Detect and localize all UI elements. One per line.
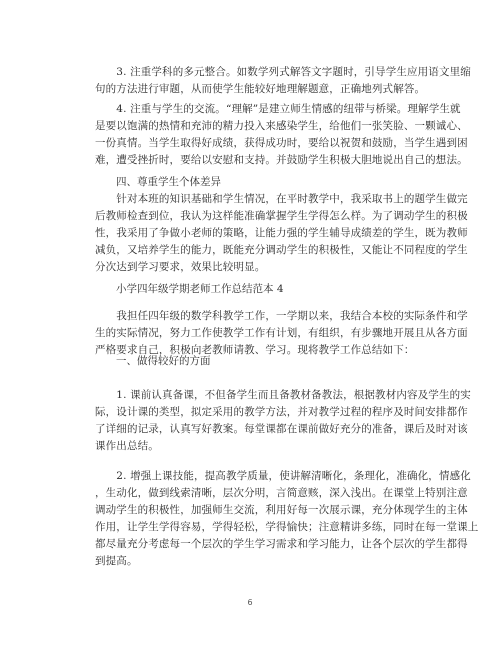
text-line: 4. 注重与学生的交流。“理解”是建立师生情感的纽带与桥梁。理解学生就 [95,103,461,115]
text-line: 到提高。 [95,554,138,567]
text-line: 针对本班的知识基础和学生情况，在平时教学中，我采取书上的题学生做完 [95,193,468,205]
text-line: 1. 课前认真备课，不但备学生而且备教材备教法，根据教材内容及学生的实 [95,389,471,401]
text-line: 一份真情。当学生取得好成绩，获得成功时，要给以祝贺和鼓励，当学生遇到困 [95,136,468,149]
subtitle-text: 小学四年级学期老师工作总结范本 4 [95,283,284,295]
page-number: 6 [247,598,253,607]
paragraph-lesson-prep [95,387,471,455]
text-line: 性，我采用了争做小老师的策略，让能力强的学生辅导成绩差的学生，既为教师 [95,226,468,239]
heading-text: 四、尊重学生个体差异 [95,176,221,188]
text-line: 都尽量充分考虑每一个层次的学生学习需求和学习能力，让各个层次的学生都得 [95,537,468,550]
text-line: 2. 增强上课技能，提高教学质量，使讲解清晰化，条理化，准确化，情感化 [95,470,471,482]
text-line: 了详细的记录，认真写好教案。每堂课都在课前做好充分的准备，课后及时对该 [95,422,468,435]
text-line: 是要以饱满的热情和充沛的精力投入来感染学生，给他们一张笑脸、一颗诚心、 [95,119,468,132]
text-line: 生的实际情况，努力工作使教学工作有计划，有组织，有步骤地开展且从各方面 [95,326,468,339]
paragraph-intro [95,308,468,359]
text-line: 课作出总结。 [95,439,159,452]
paragraph-class-strategy [95,191,468,276]
paragraph-communication [95,101,468,169]
text-line: 作用，让学生学得容易，学得轻松，学得愉快；注意精讲多练，同时在每一堂课上 [95,520,479,533]
text-line: 际，设计课的类型，拟定采用的教学方法，并对教学过程的程序及时间安排都作 [95,405,468,418]
text-line: 后教师检查到位，我认为这样能准确掌握学生学得怎么样。为了调动学生的积极 [95,209,468,222]
text-line: ，生动化，做到线索清晰，层次分明，言简意赅，深入浅出。在课堂上特别注意 [95,486,468,499]
text-line: 调动学生的积极性，加强师生交流，利用好每一次展示课，充分体现学生的主体 [95,503,468,516]
text-line: 减负，又培养学生的能力，既能充分调动学生的积极性，又能让不同程度的学生 [95,243,468,256]
text-line: 分次达到学习要求，效果比较明显。 [95,260,266,273]
section-heading-done-well [95,353,211,370]
text-line: 严格要求自己，积极向老教师请教、学习。现将教学工作总结如下： [95,343,415,356]
paragraph-teaching-skills [95,468,479,569]
text-line: 我担任四年级的数学科教学工作，一学期以来，我结合本校的实际条件和学 [95,310,468,322]
heading-text: 一、做得较好的方面 [95,355,211,367]
text-line: 3. 注重学科的多元整合。如数学列式解答文字题时，引导学生应用语文里缩 [95,66,471,78]
paragraph-integration [95,64,471,98]
text-line: 句的方法进行审题，从而使学生能较好地理解题意，正确地列式解答。 [95,82,426,95]
text-line: 难，遭受挫折时，要给以安慰和支持。并鼓励学生积极大胆地说出自己的想法。 [95,153,468,166]
section-heading-individual-differences [95,174,221,191]
document-subtitle [95,281,284,298]
